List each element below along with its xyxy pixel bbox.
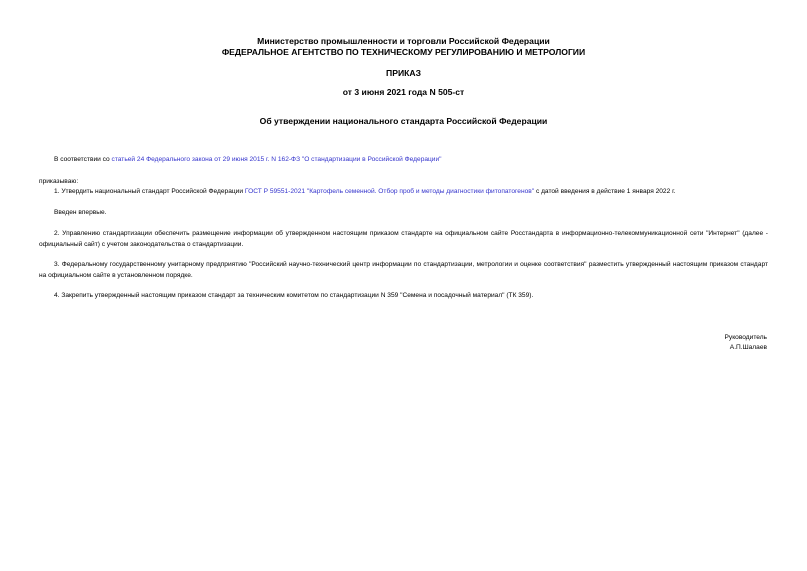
preamble-paragraph	[39, 154, 768, 165]
item-1-suffix: с датой введения в действие 1 января 2022 г.	[534, 188, 676, 195]
introduced-note: Введен впервые.	[54, 209, 107, 216]
document-title: Об утверждении национального стандарта Российской Федерации	[259, 116, 548, 126]
federal-law-link[interactable]: статьей 24 Федерального закона от 29 июня 2015 г. N 162-ФЗ "О стандартизации в Российской Федерации"	[111, 156, 442, 163]
item-2-paragraph: 2. Управлению стандартизации обеспечить размещение информации об утвержденном настоящим приказом стандарте на официальном сайте Росстандарта в информационно-телекоммуникационной сети "Интернет" (далее - официальный сайт) с учетом законодательства о стандартизации.	[39, 230, 768, 248]
preamble-prefix: В соответствии со	[54, 156, 112, 163]
gost-standard-link[interactable]: ГОСТ Р 59551-2021 "Картофель семенной. Отбор проб и методы диагностики фитопатогенов"	[244, 188, 535, 195]
item-4-paragraph: 4. Закрепить утвержденный настоящим приказом стандарт за техническим комитетом по стандартизации N 359 "Семена и посадочный материал" (ТК 359).	[54, 292, 534, 299]
item-3-paragraph: 3. Федеральному государственному унитарному предприятию "Российский научно-технический центр информации по стандартизации, метрологии и оценке соответствия" разместить утвержденный настоящим приказом стандарт на официальном сайте в установленном порядке.	[39, 261, 768, 279]
ministry-name: Министерство промышленности и торговли Российской Федерации	[257, 36, 550, 46]
signature-position: Руководитель	[724, 334, 767, 341]
agency-name: ФЕДЕРАЛЬНОЕ АГЕНТСТВО ПО ТЕХНИЧЕСКОМУ РЕГУЛИРОВАНИЮ И МЕТРОЛОГИИ	[221, 47, 586, 57]
item-1-prefix: 1. Утвердить национальный стандарт Российской Федерации	[54, 188, 245, 195]
document-type: ПРИКАЗ	[386, 68, 421, 78]
signature-name: А.П.Шалаев	[729, 344, 767, 351]
document-date-number: от 3 июня 2021 года N 505-ст	[342, 87, 465, 97]
item-1-paragraph	[39, 186, 768, 197]
order-word: приказываю:	[39, 178, 79, 185]
